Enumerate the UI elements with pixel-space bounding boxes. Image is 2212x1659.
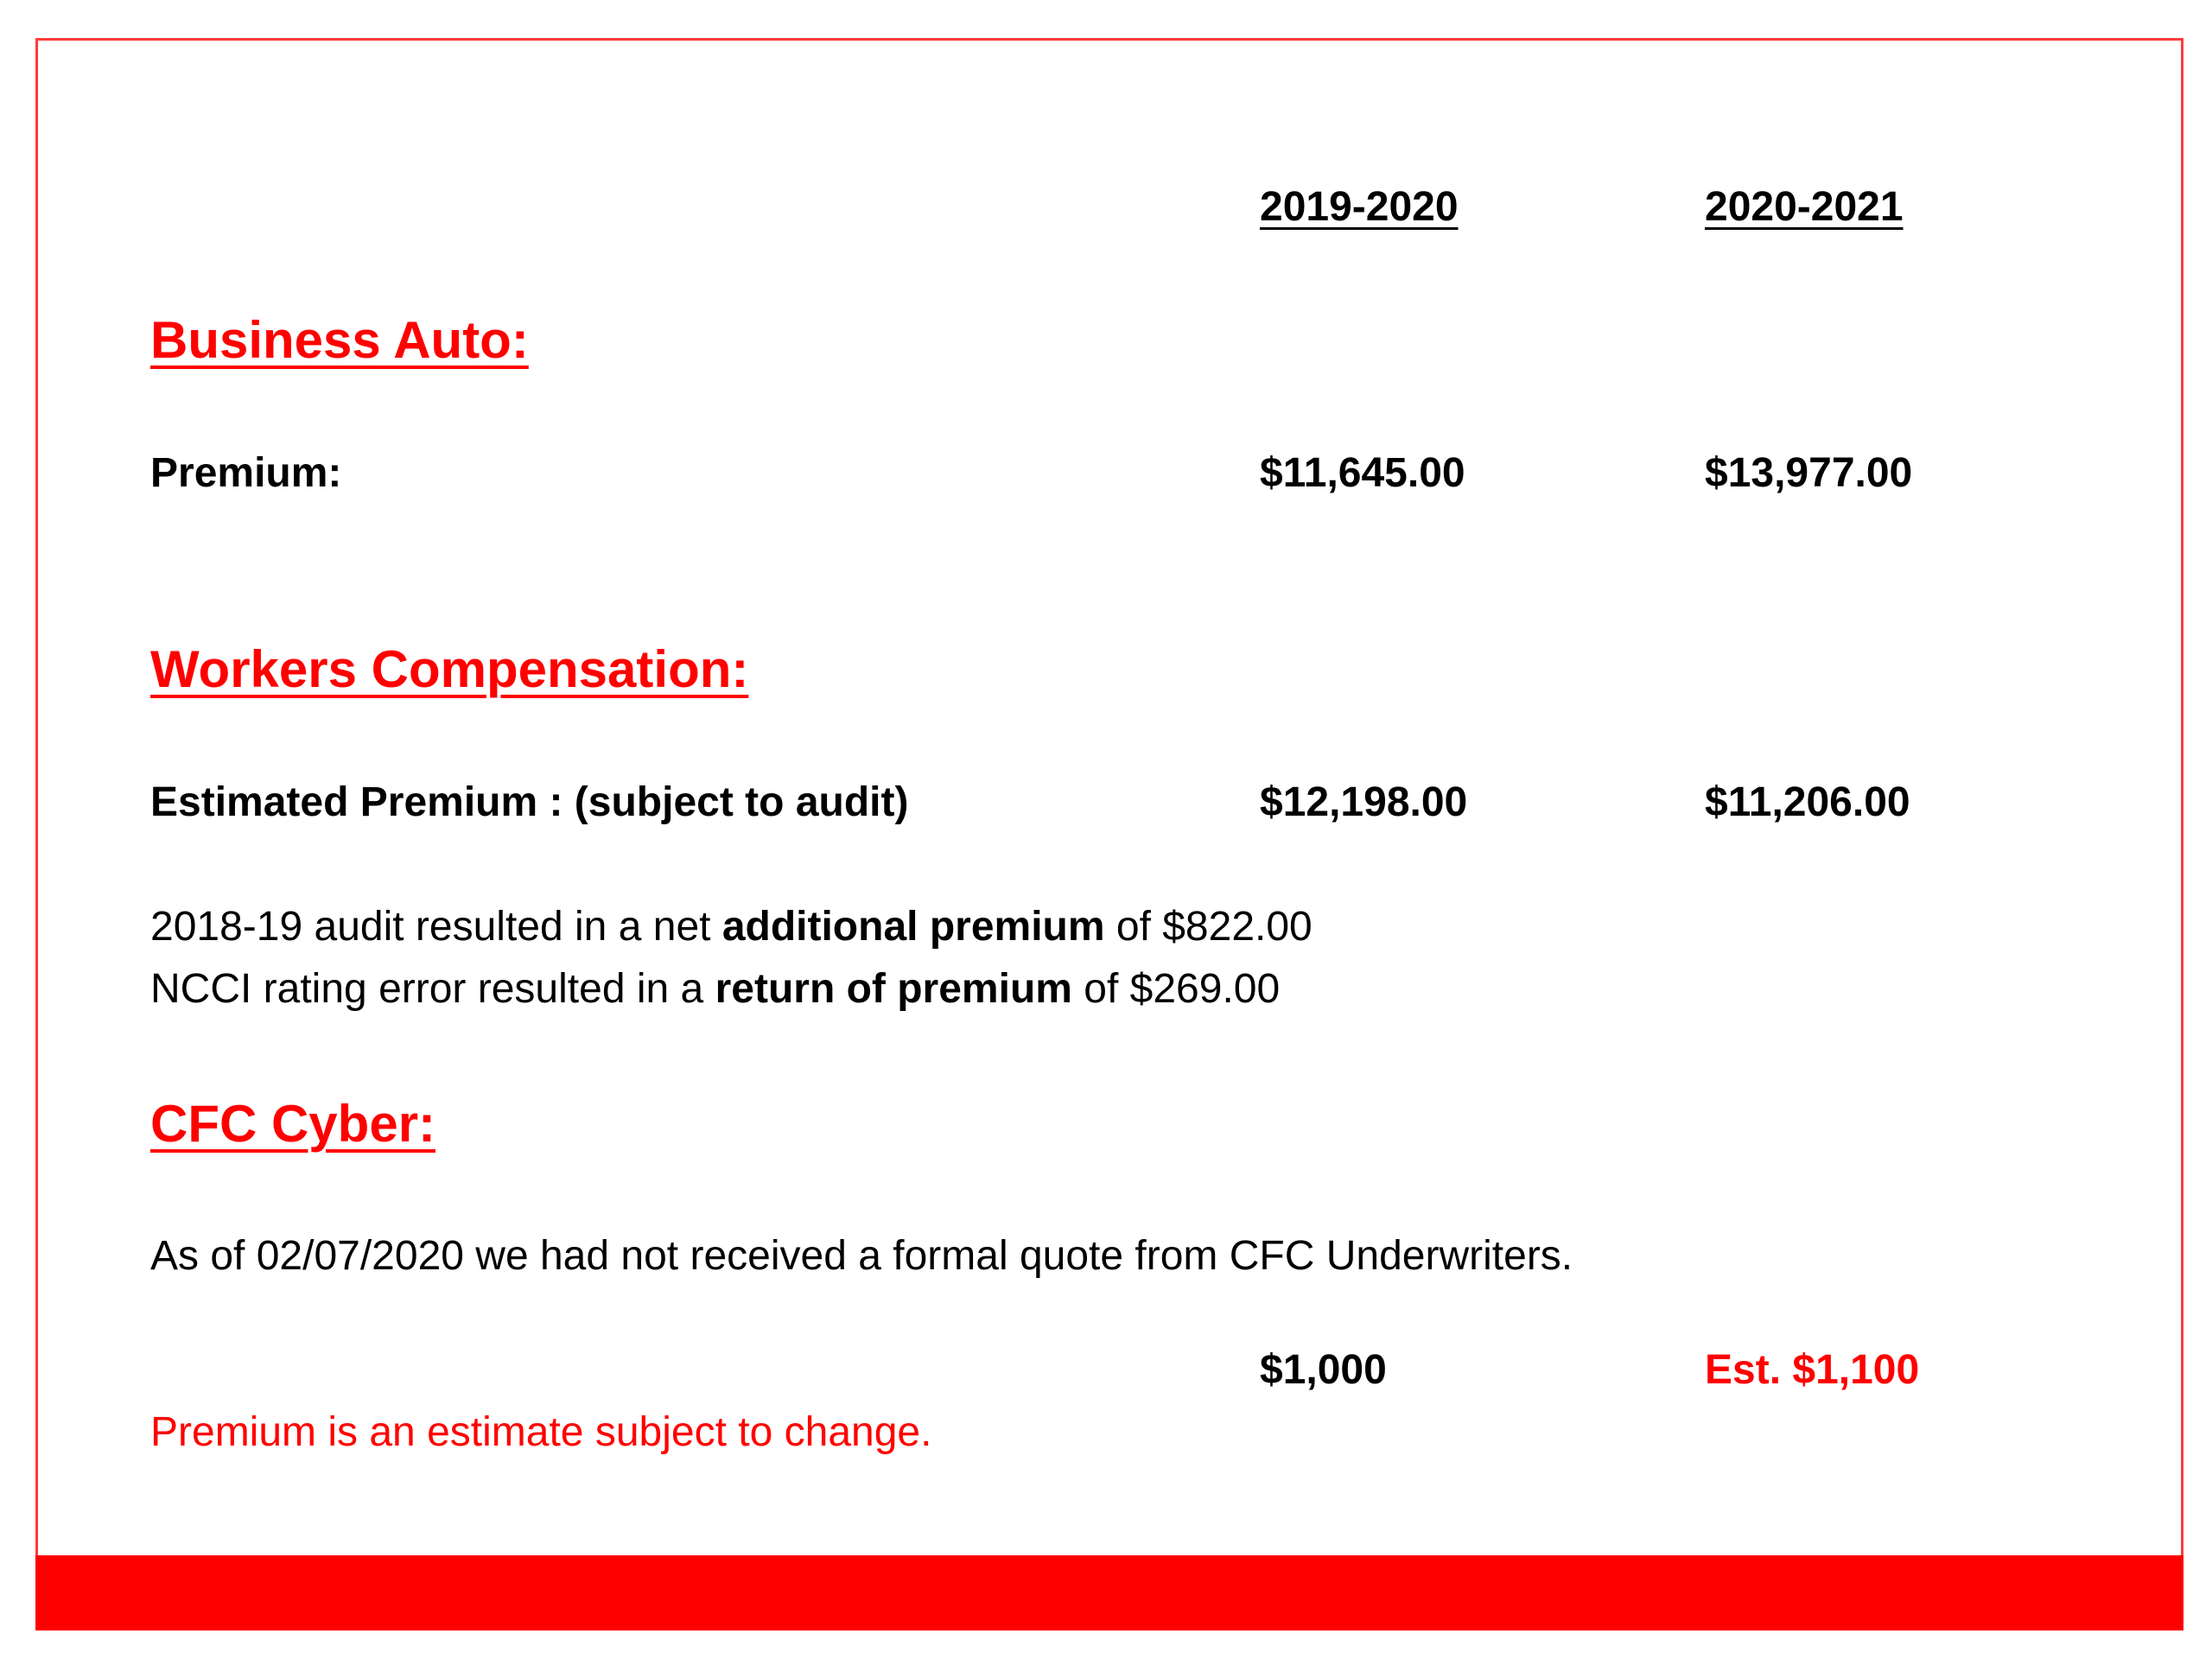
column-header-2020-2021: 2020-2021	[1705, 184, 1904, 230]
ncci-note-prefix: NCCI rating error resulted in a	[150, 966, 715, 1012]
column-header-2019-2020: 2019-2020	[1260, 184, 1459, 230]
cfc-quote-note: As of 02/07/2020 we had not received a formal quote from CFC Underwriters.	[150, 1233, 1573, 1279]
business-auto-premium-2020-2021: $13,977.00	[1705, 450, 1913, 496]
section-title-workers-compensation: Workers Compensation:	[150, 640, 749, 698]
audit-note-emphasis: additional premium	[721, 904, 1105, 950]
audit-note-prefix: 2018-19 audit resulted in a net	[150, 904, 722, 950]
audit-note	[150, 906, 1313, 948]
ncci-note-emphasis: return of premium	[715, 966, 1072, 1012]
workers-comp-premium-label: Estimated Premium : (subject to audit)	[150, 779, 909, 825]
ncci-note-suffix: of $269.00	[1071, 966, 1281, 1012]
cfc-premium-2020-2021: Est. $1,100	[1705, 1347, 1920, 1393]
section-title-business-auto: Business Auto:	[150, 311, 529, 369]
workers-comp-premium-2019-2020: $12,198.00	[1260, 779, 1468, 825]
ncci-note	[150, 966, 1281, 1012]
business-auto-premium-2019-2020: $11,645.00	[1260, 450, 1465, 496]
footer-band	[35, 1555, 2183, 1630]
cfc-premium-2019-2020: $1,000	[1260, 1347, 1387, 1393]
business-auto-premium-label: Premium:	[150, 450, 342, 496]
cfc-estimate-note: Premium is an estimate subject to change.	[150, 1409, 932, 1455]
workers-comp-premium-2020-2021: $11,206.00	[1705, 779, 1910, 825]
audit-note-suffix: of $822.00	[1104, 904, 1313, 950]
section-title-cfc-cyber: CFC Cyber:	[150, 1095, 436, 1153]
